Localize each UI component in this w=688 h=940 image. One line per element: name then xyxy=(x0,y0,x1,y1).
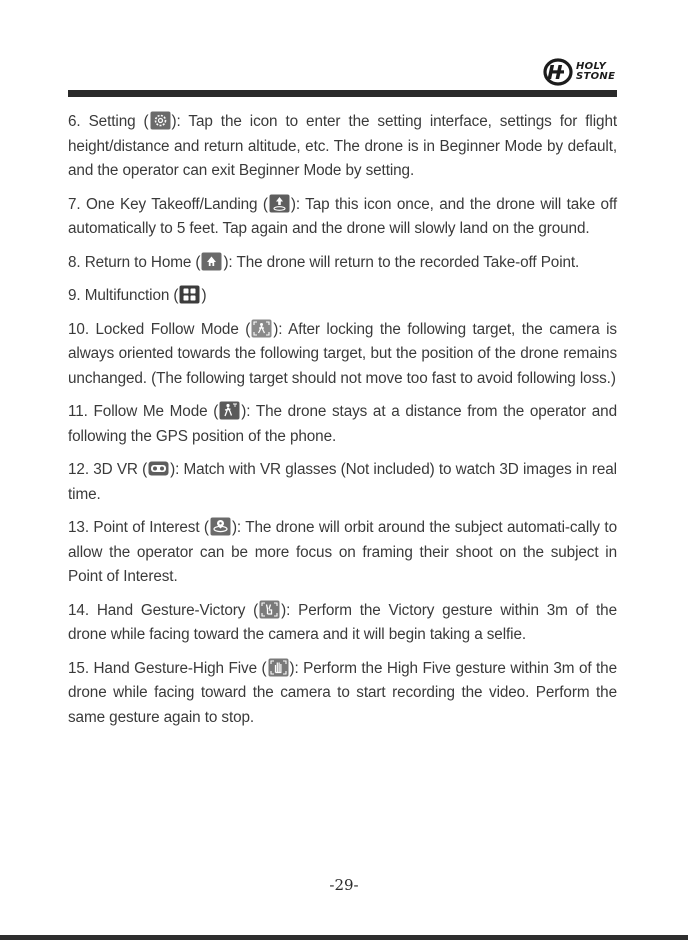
page-number: -29- xyxy=(329,876,359,894)
item-multi-text: ) xyxy=(201,287,207,304)
item-setting xyxy=(68,110,617,184)
item-setting-lead: 6. Setting ( xyxy=(68,113,149,130)
vr-glasses-icon xyxy=(148,459,169,478)
item-multifunction xyxy=(68,284,617,309)
item-highfive-lead: 15. Hand Gesture-High Five ( xyxy=(68,659,267,677)
item-vr-text: ): Match with VR glasses (Not included) to watch 3D images in real time. xyxy=(68,461,617,503)
brand-name xyxy=(576,62,615,82)
locked-follow-icon xyxy=(251,319,272,338)
item-hand-gesture-victory xyxy=(68,599,617,648)
gear-icon xyxy=(150,111,171,130)
item-vr-lead: 12. 3D VR ( xyxy=(68,461,148,478)
item-followme-lead: 11. Follow Me Mode ( xyxy=(68,403,219,420)
item-return-home xyxy=(68,251,617,276)
item-highfive-text: ): Perform the High Five gesture within 3m of the drone while facing toward the camera to start recording the video. Perform the same gesture again to stop. xyxy=(68,659,617,726)
high-five-gesture-icon xyxy=(268,658,289,677)
return-home-icon xyxy=(201,252,222,271)
item-followme-text: ): The drone stays at a distance from the operator and following the GPS position of the phone. xyxy=(68,403,617,445)
item-locked-text: ): After locking the following target, the camera is always oriented towards the following target, but the position of the drone remains unchanged. (The following target should not move too fast to avoid following loss.) xyxy=(68,320,617,387)
item-point-of-interest xyxy=(68,516,617,590)
item-takeoff-text: ): Tap this icon once, and the drone will take off automatically to 5 feet. Tap again and the drone will slowly land on the ground. xyxy=(68,195,617,237)
item-victory-text: ): Perform the Victory gesture within 3m of the drone while facing toward the camera and it will begin taking a selfie. xyxy=(68,601,617,643)
holy-stone-logo-icon xyxy=(543,58,573,86)
item-locked-follow xyxy=(68,318,617,392)
item-3d-vr xyxy=(68,458,617,507)
item-takeoff-landing xyxy=(68,193,617,242)
item-return-lead: 8. Return to Home ( xyxy=(68,253,201,271)
victory-gesture-icon xyxy=(259,600,280,619)
takeoff-landing-icon xyxy=(269,194,290,213)
item-return-text: ): The drone will return to the recorded Take-off Point. xyxy=(223,253,580,271)
brand-logo xyxy=(543,58,615,86)
item-locked-lead: 10. Locked Follow Mode ( xyxy=(68,320,251,338)
follow-me-icon xyxy=(219,401,240,420)
footer-rule xyxy=(0,935,688,940)
multifunction-icon xyxy=(179,285,200,304)
header-rule xyxy=(68,90,617,97)
manual-content xyxy=(68,110,617,730)
brand-line-1: HOLY xyxy=(576,61,607,72)
brand-line-2: STONE xyxy=(576,71,616,82)
item-poi-lead: 13. Point of Interest ( xyxy=(68,519,209,536)
point-of-interest-icon xyxy=(210,517,231,536)
item-takeoff-lead: 7. One Key Takeoff/Landing ( xyxy=(68,195,268,213)
item-victory-lead: 14. Hand Gesture-Victory ( xyxy=(68,601,259,619)
item-follow-me xyxy=(68,400,617,449)
item-poi-text: ): The drone will orbit around the subject automati-cally to allow the operator can be more focus on framing their shoot on the subject in Point of Interest. xyxy=(68,519,617,585)
item-hand-gesture-high-five xyxy=(68,657,617,731)
item-multi-lead: 9. Multifunction ( xyxy=(68,287,179,304)
item-setting-text: ): Tap the icon to enter the setting interface, settings for flight height/distance and return altitude, etc. The drone is in Beginner Mode by default, and the operator can exit Beginner Mode by setting. xyxy=(68,113,617,179)
